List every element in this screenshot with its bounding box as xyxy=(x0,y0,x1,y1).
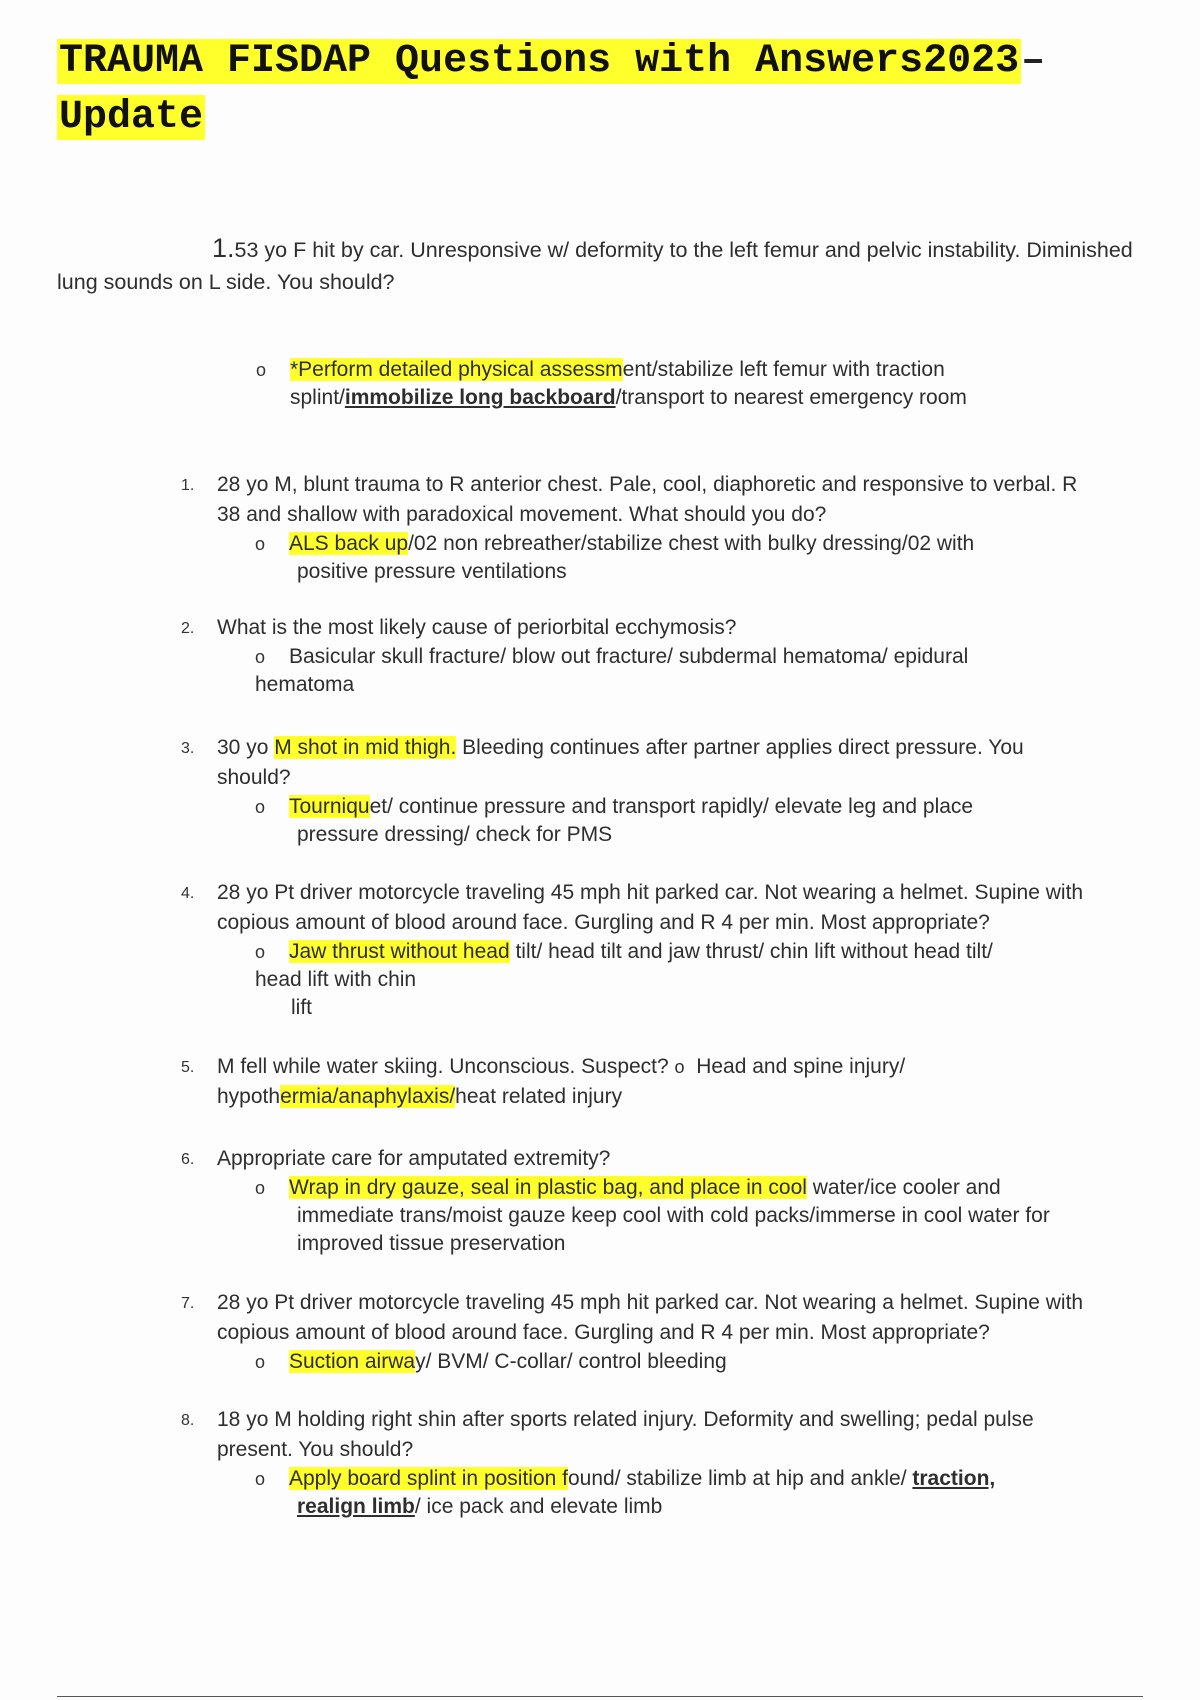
item-number: 7. xyxy=(181,1295,195,1312)
list-item xyxy=(181,1052,1097,1112)
answer-continuation: pressure dressing/ check for PMS xyxy=(297,823,613,846)
bullet-icon: o xyxy=(255,647,266,667)
answer-bold: immobilize long backboard xyxy=(344,386,616,409)
list-item xyxy=(181,1405,1097,1521)
answer-highlight: Tourniqu xyxy=(289,795,370,818)
question-text: 53 yo F hit by car. Unresponsive w/ deformity to the left femur and pelvic instability. Diminished lung sounds on L side. You should? xyxy=(57,238,1133,294)
question-text-end: Bleeding continues after partner applies direct pressure. You should? xyxy=(217,736,1024,789)
bullet-icon: o xyxy=(255,1178,266,1198)
item-question: Appropriate care for amputated extremity? xyxy=(217,1147,611,1170)
item-number: 1. xyxy=(181,477,195,494)
answer-highlight: Apply board splint in position f xyxy=(289,1467,568,1490)
answer-highlight: Wrap in dry gauze, seal in plastic bag, and place in cool xyxy=(289,1176,807,1199)
bullet-icon: o xyxy=(255,797,266,817)
item-answer xyxy=(255,1174,1097,1258)
question-answer-inline: Head and spine injury/ xyxy=(684,1055,906,1078)
answer-continuation-2: lift xyxy=(291,996,312,1019)
item-answer xyxy=(255,793,1097,849)
question-intro xyxy=(57,232,1177,298)
answer-highlight: ALS back up xyxy=(289,532,409,555)
answer-bold-2: realign limb xyxy=(297,1495,415,1518)
answer-text: ent/stabilize left femur with traction splint/ xyxy=(290,358,945,409)
answer-text: et/ continue pressure and transport rapidly/ elevate leg and place xyxy=(369,795,974,818)
bullet-icon: o xyxy=(255,1352,266,1372)
item-number: 8. xyxy=(181,1412,195,1429)
bullet-icon: o xyxy=(255,942,266,962)
answer-text-end: heat related injury xyxy=(455,1085,623,1108)
answer-text-end: /transport to nearest emergency room xyxy=(615,386,967,409)
title-line-2: Update xyxy=(59,95,204,140)
item-number: 4. xyxy=(181,885,195,902)
list-item xyxy=(181,1144,1097,1258)
answer-intro xyxy=(256,356,1050,412)
question-text: 30 yo xyxy=(217,736,275,759)
item-number: 2. xyxy=(181,620,195,637)
item-answer xyxy=(255,1348,1097,1376)
item-answer xyxy=(255,938,1097,1022)
item-number: 6. xyxy=(181,1151,195,1168)
item-question: 18 yo M holding right shin after sports related injury. Deformity and swelling; pedal pulse present. You should? xyxy=(217,1408,1034,1461)
item-question: What is the most likely cause of periorbital ecchymosis? xyxy=(217,616,737,639)
answer-continuation: hematoma xyxy=(255,673,355,696)
bullet-icon: o xyxy=(256,360,267,380)
question-text: M fell while water skiing. Unconscious. Suspect? xyxy=(217,1055,675,1078)
title-dash: – xyxy=(1021,39,1046,84)
answer-continuation: head lift with chin xyxy=(255,968,417,991)
answer-text: water/ice cooler and xyxy=(806,1176,1001,1199)
bullet-icon: o xyxy=(255,1469,266,1489)
answer-highlight: Jaw thrust without head xyxy=(289,940,510,963)
answer-bold: traction, xyxy=(912,1467,996,1490)
item-question xyxy=(217,1052,1097,1112)
answer-highlight: Suction airwa xyxy=(289,1350,416,1373)
item-answer xyxy=(255,643,1097,699)
answer-text: ound/ stabilize limb at hip and ankle/ xyxy=(568,1467,913,1490)
item-answer xyxy=(255,530,1097,586)
footer-divider xyxy=(57,1696,1143,1697)
answer-highlight: *Perform detailed physical assessm xyxy=(290,358,623,381)
list-item xyxy=(181,613,1097,699)
list-item xyxy=(181,1288,1097,1376)
item-question xyxy=(217,733,1097,793)
question-number: 1. xyxy=(212,233,235,263)
item-question: 28 yo Pt driver motorcycle traveling 45 mph hit parked car. Not wearing a helmet. Supine with copious amount of blood around face. Gurgling and R 4 per min. Most appropriate? xyxy=(217,1291,1084,1344)
bullet-icon: o xyxy=(255,534,266,554)
answer-continuation: immediate trans/moist gauze keep cool with cold packs/immerse in cool water for improved tissue preservation xyxy=(297,1204,1050,1255)
answer-continuation: positive pressure ventilations xyxy=(297,560,567,583)
answer-text: y/ BVM/ C-collar/ control bleeding xyxy=(415,1350,727,1373)
question-highlight: M shot in mid thigh. xyxy=(274,736,457,759)
answer-text: Basicular skull fracture/ blow out fracture/ subdermal hematoma/ epidural xyxy=(289,645,969,668)
item-question: 28 yo M, blunt trauma to R anterior chest. Pale, cool, diaphoretic and responsive to verbal. R 38 and shallow with paradoxical movement. What should you do? xyxy=(217,473,1078,526)
item-number: 3. xyxy=(181,740,195,757)
answer-text: /02 non rebreather/stabilize chest with bulky dressing/02 with xyxy=(408,532,975,555)
answer-text-end: / ice pack and elevate limb xyxy=(414,1495,663,1518)
list-item xyxy=(181,470,1097,586)
title-line-1: TRAUMA FISDAP Questions with Answers2023 xyxy=(59,39,1020,84)
answer-highlight: ermia/anaphylaxis/ xyxy=(280,1085,456,1108)
document-title xyxy=(57,34,1157,146)
answer-text: hypoth xyxy=(217,1085,281,1108)
item-question: 28 yo Pt driver motorcycle traveling 45 mph hit parked car. Not wearing a helmet. Supine with copious amount of blood around face. Gurgling and R 4 per min. Most appropriate? xyxy=(217,881,1084,934)
answer-text: tilt/ head tilt and jaw thrust/ chin lift without head tilt/ xyxy=(509,940,993,963)
item-number: 5. xyxy=(181,1059,195,1076)
item-answer xyxy=(255,1465,1097,1521)
list-item xyxy=(181,733,1097,849)
list-item xyxy=(181,878,1097,1022)
bullet-icon: o xyxy=(674,1057,685,1077)
